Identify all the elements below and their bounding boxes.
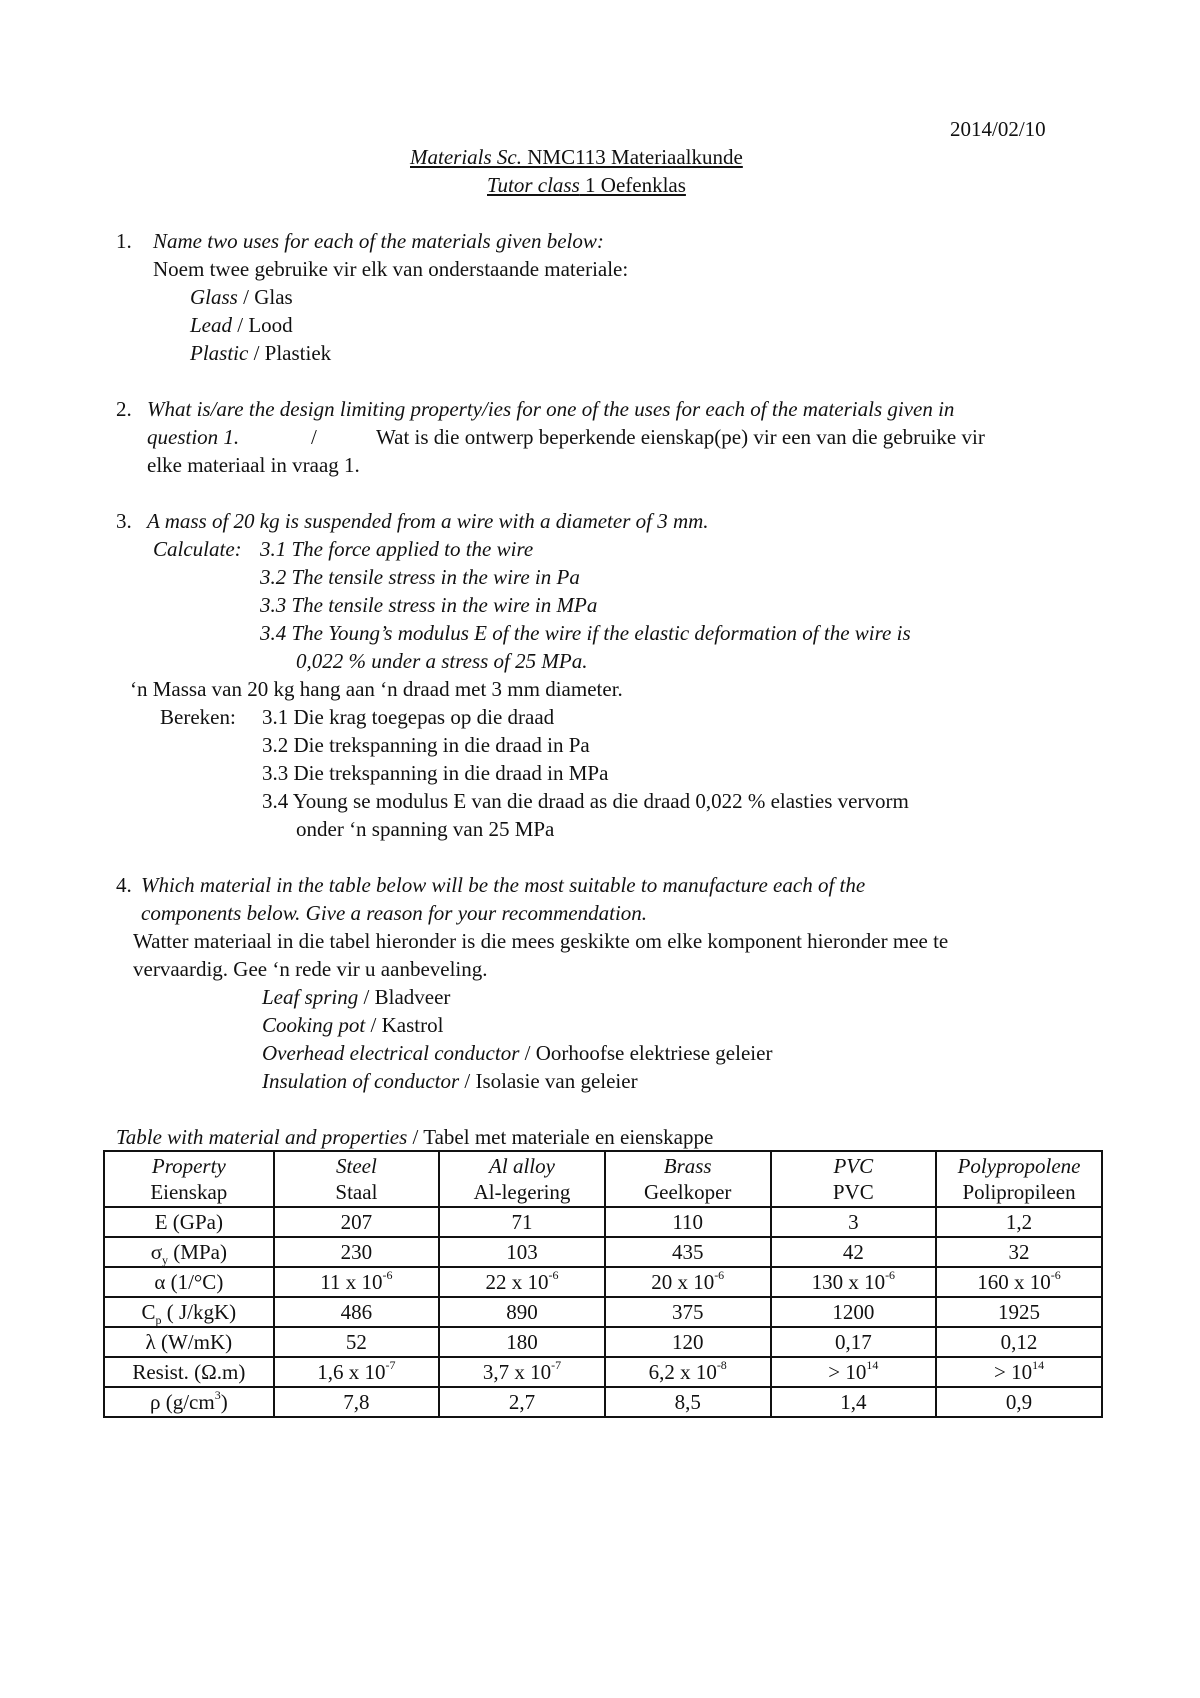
date: 2014/02/10	[950, 117, 1046, 141]
q1-english: Name two uses for each of the materials given below:	[153, 229, 604, 253]
table-cell: 20 x $10^{-6}$	[605, 1267, 771, 1297]
table-row	[104, 1357, 1102, 1387]
q3-afrikaans-item-1: 3.1 Die krag toegepas op die draad	[262, 705, 555, 729]
table-cell: 52	[274, 1327, 440, 1357]
q1-item-plastic: Plastic / Plastiek	[190, 341, 332, 365]
header-pvc: PVC PVC	[771, 1151, 937, 1207]
table-cell: 207	[274, 1207, 440, 1237]
table-cell: 160 x $10^{-6}$	[936, 1267, 1102, 1297]
q3-afrikaans-item-4: 3.4 Young se modulus E van die draad as die draad 0,022 % elasties vervorm	[262, 789, 909, 813]
table-cell: 890	[439, 1297, 605, 1327]
q3-english-item-1: 3.1 The force applied to the wire	[260, 537, 534, 561]
table-cell: 435	[605, 1237, 771, 1267]
table-row	[104, 1387, 1102, 1417]
q3-english-intro: A mass of 20 kg is suspended from a wire with a diameter of 3 mm.	[147, 509, 709, 533]
table-cell: 180	[439, 1327, 605, 1357]
course-title-english: Materials Sc.	[410, 145, 522, 169]
table-cell: 32	[936, 1237, 1102, 1267]
table-cell: 1200	[771, 1297, 937, 1327]
q4-item-overhead-conductor: Overhead electrical conductor / Oorhoofse elektriese geleier	[262, 1041, 773, 1065]
q1-item-glass: Glass / Glas	[190, 285, 293, 309]
table-cell: 42	[771, 1237, 937, 1267]
table-cell: 3	[771, 1207, 937, 1237]
table-cell: 103	[439, 1237, 605, 1267]
q4-english-line1: Which material in the table below will be the most suitable to manufacture each of the	[141, 873, 866, 897]
q2-number: 2.	[116, 397, 132, 421]
q4-afrikaans-line1: Watter materiaal in die tabel hieronder is die mees geskikte om elke komponent hieronder mee te	[133, 929, 949, 953]
q1-number: 1.	[116, 229, 132, 253]
q3-afrikaans-item-3: 3.3 Die trekspanning in die draad in MPa	[262, 761, 609, 785]
q4-item-insulation: Insulation of conductor / Isolasie van geleier	[262, 1069, 638, 1093]
q4-afrikaans-line2: vervaardig. Gee ‘n rede vir u aanbeveling.	[133, 957, 488, 981]
table-row	[104, 1207, 1102, 1237]
q2-separator: /	[311, 425, 317, 449]
row-label-resistivity: Resist. (Ω.m)	[104, 1357, 274, 1387]
q4-english-line2: components below. Give a reason for your recommendation.	[141, 901, 648, 925]
row-label-cp: $C_p$ ( J/kgK)	[104, 1297, 274, 1327]
table-cell: 1,6 x $10^{-7}$	[274, 1357, 440, 1387]
row-label-alpha: α (1/°C)	[104, 1267, 274, 1297]
q2-afrikaans-line3: elke materiaal in vraag 1.	[147, 453, 360, 477]
header-polypropylene: Polypropolene Polipropileen	[936, 1151, 1102, 1207]
q3-afrikaans-item-4-cont: onder ‘n spanning van 25 MPa	[296, 817, 555, 841]
table-cell: 1925	[936, 1297, 1102, 1327]
q3-english-calculate: Calculate:	[153, 537, 242, 561]
q3-afrikaans-intro: ‘n Massa van 20 kg hang aan ‘n draad met 3 mm diameter.	[130, 677, 623, 701]
table-header-row	[104, 1151, 1102, 1207]
table-row	[104, 1237, 1102, 1267]
q3-english-item-4-cont: 0,022 % under a stress of 25 MPa.	[296, 649, 588, 673]
table-cell: 71	[439, 1207, 605, 1237]
row-label-density: ρ $(g/cm^3)$	[104, 1387, 274, 1417]
table-cell: 3,7 x $10^{-7}$	[439, 1357, 605, 1387]
header-steel: Steel Staal	[274, 1151, 440, 1207]
q1-item-lead: Lead / Lood	[190, 313, 293, 337]
row-label-e: E (GPa)	[104, 1207, 274, 1237]
table-cell: 0,9	[936, 1387, 1102, 1417]
table-cell: > $10^{14}$	[771, 1357, 937, 1387]
table-cell: 1,2	[936, 1207, 1102, 1237]
q4-number: 4.	[116, 873, 132, 897]
row-label-lambda: λ (W/mK)	[104, 1327, 274, 1357]
table-row	[104, 1297, 1102, 1327]
row-label-sigma: $\sigma_y$ (MPa)	[104, 1237, 274, 1267]
table-cell: 7,8	[274, 1387, 440, 1417]
course-title-afrikaans: NMC113 Materiaalkunde	[521, 145, 743, 169]
class-title-afrikaans: 1 Oefenklas	[579, 173, 686, 197]
q3-number: 3.	[116, 509, 132, 533]
course-title	[410, 144, 743, 170]
table-cell: 230	[274, 1237, 440, 1267]
table-cell: 22 x $10^{-6}$	[439, 1267, 605, 1297]
table-cell: 1,4	[771, 1387, 937, 1417]
table-cell: 8,5	[605, 1387, 771, 1417]
header-brass: Brass Geelkoper	[605, 1151, 771, 1207]
q4-item-leaf-spring: Leaf spring / Bladveer	[262, 985, 451, 1009]
table-cell: 375	[605, 1297, 771, 1327]
q3-afrikaans-calculate: Bereken:	[160, 705, 236, 729]
header-al-alloy: Al alloy Al-legering	[439, 1151, 605, 1207]
table-cell: > $10^{14}$	[936, 1357, 1102, 1387]
table-cell: 6,2 x $10^{-8}$	[605, 1357, 771, 1387]
table-cell: 0,17	[771, 1327, 937, 1357]
q3-english-item-4: 3.4 The Young’s modulus E of the wire if the elastic deformation of the wire is	[260, 621, 911, 645]
table-cell: 120	[605, 1327, 771, 1357]
table-row	[104, 1327, 1102, 1357]
table-row	[104, 1267, 1102, 1297]
q3-english-item-2: 3.2 The tensile stress in the wire in Pa	[260, 565, 580, 589]
q2-english-line2: question 1.	[147, 425, 240, 449]
q3-afrikaans-item-2: 3.2 Die trekspanning in die draad in Pa	[262, 733, 590, 757]
table-cell: 486	[274, 1297, 440, 1327]
table-cell: 2,7	[439, 1387, 605, 1417]
header-property: Property Eienskap	[104, 1151, 274, 1207]
q1-afrikaans: Noem twee gebruike vir elk van onderstaande materiale:	[153, 257, 629, 281]
class-title-english: Tutor class	[487, 173, 580, 197]
q2-afrikaans-line2: Wat is die ontwerp beperkende eienskap(pe) vir een van die gebruike vir	[376, 425, 985, 449]
q3-english-item-3: 3.3 The tensile stress in the wire in MPa	[260, 593, 598, 617]
table-cell: 130 x $10^{-6}$	[771, 1267, 937, 1297]
q2-english-line1: What is/are the design limiting property/ies for one of the uses for each of the materials given in	[147, 397, 955, 421]
table-cell: 11 x $10^{-6}$	[274, 1267, 440, 1297]
properties-table	[103, 1150, 1103, 1418]
q4-item-cooking-pot: Cooking pot / Kastrol	[262, 1013, 444, 1037]
table-caption: Table with material and properties / Tabel met materiale en eienskappe	[116, 1125, 714, 1149]
class-title	[487, 172, 686, 198]
table-cell: 0,12	[936, 1327, 1102, 1357]
table-cell: 110	[605, 1207, 771, 1237]
